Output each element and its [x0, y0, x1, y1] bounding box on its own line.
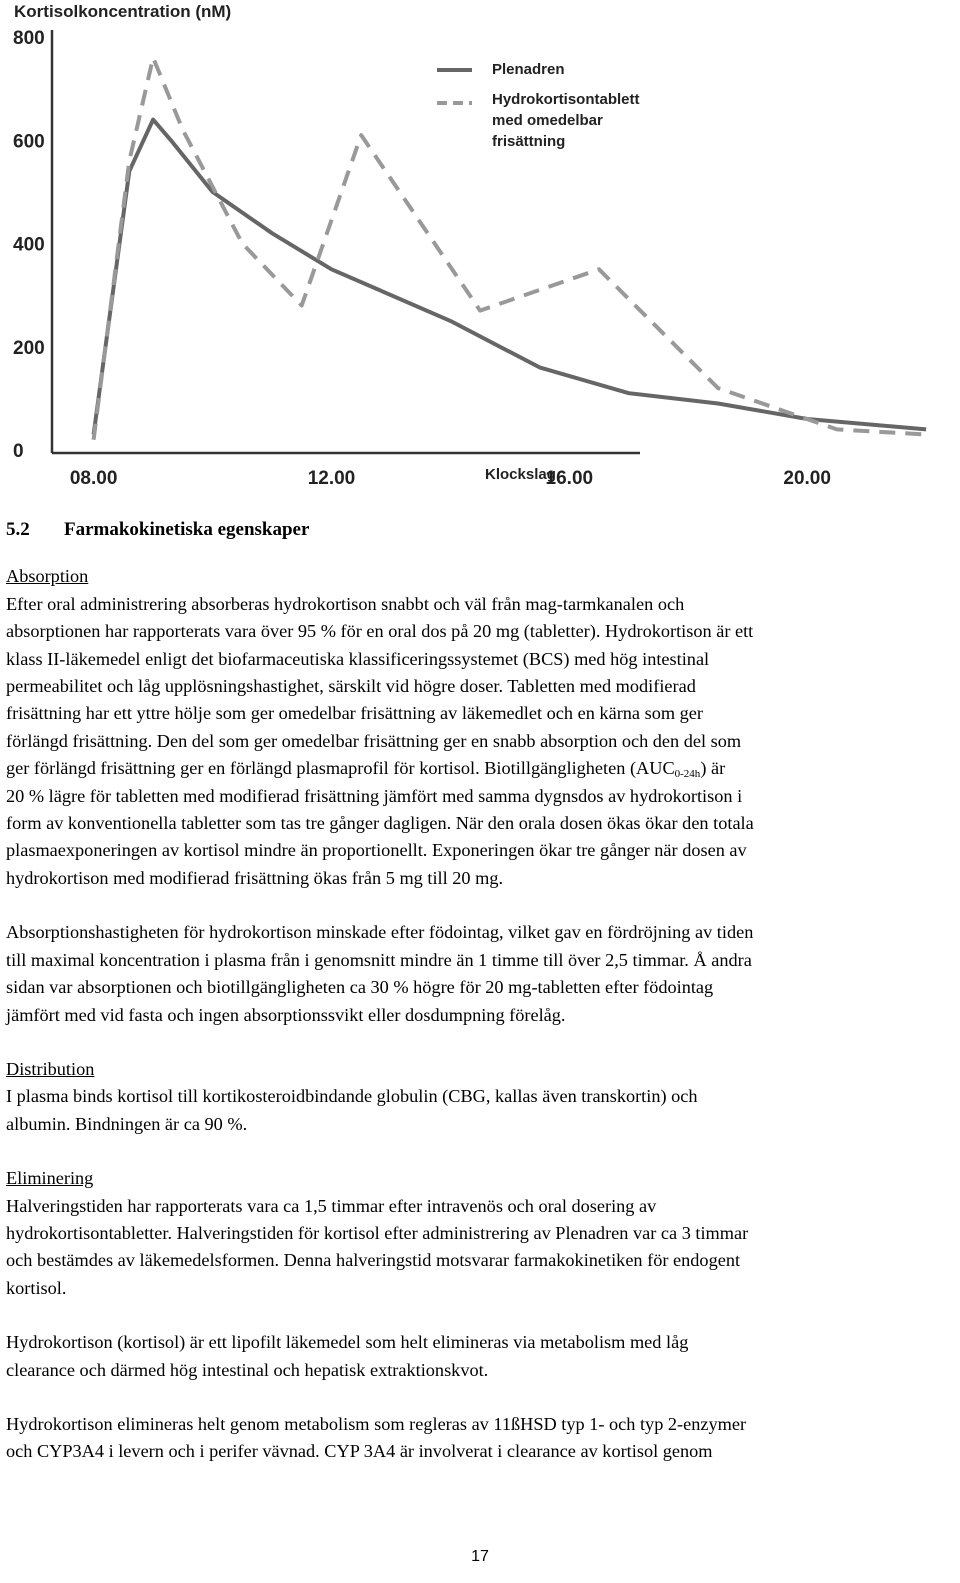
distribution-heading: Distribution [6, 1058, 95, 1079]
text-line: plasmaexponeringen av kortisol mindre än proportionellt. Exponeringen ökar tre gånger när dosen av [6, 840, 747, 861]
text-line: permeabilitet och låg upplösningshastighet, särskilt vid högre doser. Tabletten med modifierad [6, 676, 696, 697]
text-line: Hydrokortison (kortisol) är ett lipofilt läkemedel som helt elimineras via metabolism med låg [6, 1332, 689, 1353]
text-line: och bestämdes av läkemedelsformen. Denna halveringstid motsvarar farmakokinetiken för endogent [6, 1250, 741, 1271]
y-axis-label: Kortisolkoncentration (nM) [14, 2, 232, 21]
section-title: Farmakokinetiska egenskaper [64, 519, 310, 540]
text-line: clearance och därmed hög intestinal och hepatisk extraktionskvot. [6, 1359, 489, 1380]
distribution-paragraph [6, 1083, 951, 1138]
legend-label-plenadren: Plenadren [492, 61, 565, 78]
text-line: förlängd frisättning. Den del som ger omedelbar frisättning ger en snabb absorption och den del som [6, 730, 742, 751]
series-line-plenadren [94, 120, 927, 435]
elimination-paragraph-1 [6, 1193, 951, 1303]
elimination-paragraph-3 [6, 1411, 951, 1466]
page-number: 17 [471, 1548, 489, 1565]
y-tick-label: 200 [13, 337, 45, 359]
text-line: ger förlängd frisättning ger en förlängd plasmaprofil för kortisol. Biotillgängligheten (AUC [6, 758, 675, 779]
y-tick-label: 0 [13, 441, 24, 462]
text-line: sidan var absorptionen och biotillgängligheten ca 30 % högre för 20 mg-tabletten efter födointag [6, 977, 714, 998]
text-line: ) är [700, 758, 726, 779]
text-line: kortisol. [6, 1277, 67, 1298]
x-axis-label: Klockslag [485, 466, 556, 483]
absorption-heading: Absorption [6, 566, 89, 587]
x-tick-label: 20.00 [783, 468, 831, 489]
y-tick-label: 600 [13, 131, 45, 153]
legend-label-line-2: med omedelbar [492, 112, 603, 129]
text-line: frisättning har ett yttre hölje som ger omedelbar frisättning av läkemedlet och en kärna som ger [6, 703, 703, 724]
elimination-heading: Eliminering [6, 1168, 94, 1189]
text-line: till maximal koncentration i plasma från i genomsnitt mindre än 1 timme till över 2,5 timmar. Å andra [6, 949, 752, 970]
text-line: Halveringstiden har rapporterats vara ca 1,5 timmar efter intravenös och oral dosering av [6, 1195, 657, 1216]
x-tick-label: 16.00 [545, 468, 594, 489]
section-number: 5.2 [6, 519, 30, 540]
text-line: form av konventionella tabletter som tas tre gånger dagligen. När den orala dosen ökas ökar den totala [6, 813, 754, 834]
text-line: och CYP3A4 i levern och i perifer vävnad. CYP 3A4 är involverat i clearance av kortisol genom [6, 1441, 713, 1462]
legend-label-line-1: Hydrokortisontablett [492, 91, 640, 108]
x-tick-label: 12.00 [307, 468, 356, 489]
text-line: Absorptionshastigheten för hydrokortison minskade efter födointag, vilket gav en fördröjning av tiden [6, 922, 754, 943]
legend [437, 61, 640, 150]
text-line: I plasma binds kortisol till kortikosteroidbindande globulin (CBG, kallas även transkortin) och [6, 1086, 698, 1107]
text-line: hydrokortison med modifierad frisättning ökas från 5 mg till 20 mg. [6, 867, 504, 888]
absorption-paragraph-2 [6, 919, 951, 1029]
legend-label-line-3: frisättning [492, 133, 566, 150]
x-tick-label: 08.00 [69, 468, 118, 489]
text-line: Hydrokortison elimineras helt genom metabolism som regleras av 11ßHSD typ 1- och typ 2-enzymer [6, 1413, 747, 1434]
text-line: albumin. Bindningen är ca 90 %. [6, 1113, 248, 1134]
section-heading [6, 516, 951, 543]
auc-subscript: 0-24h [674, 768, 701, 781]
text-line: jämfört med vid fasta och ingen absorptionssvikt eller dosdumpning förelåg. [6, 1004, 566, 1025]
y-tick-label: 400 [13, 234, 45, 256]
text-line: absorptionen har rapporterats vara över 95 % för en oral dos på 20 mg (tabletter). Hydrokortison är ett [6, 621, 754, 642]
text-line: hydrokortisontabletter. Halveringstiden för kortisol efter administrering av Plenadren var ca 3 timmar [6, 1222, 749, 1243]
document-body [6, 516, 951, 1466]
elimination-paragraph-2 [6, 1329, 951, 1384]
text-line: Efter oral administrering absorberas hydrokortison snabbt och väl från mag-tarmkanalen och [6, 593, 685, 614]
y-tick-label: 800 [13, 28, 45, 49]
absorption-paragraph-1 [6, 591, 951, 892]
text-line: klass II-läkemedel enligt det biofarmaceutiska klassificeringssystemet (BCS) med hög intestinal [6, 648, 710, 669]
cortisol-concentration-chart [0, 0, 960, 500]
text-line: 20 % lägre för tabletten med modifierad frisättning jämfört med samma dygnsdos av hydrokortison i [6, 785, 743, 806]
